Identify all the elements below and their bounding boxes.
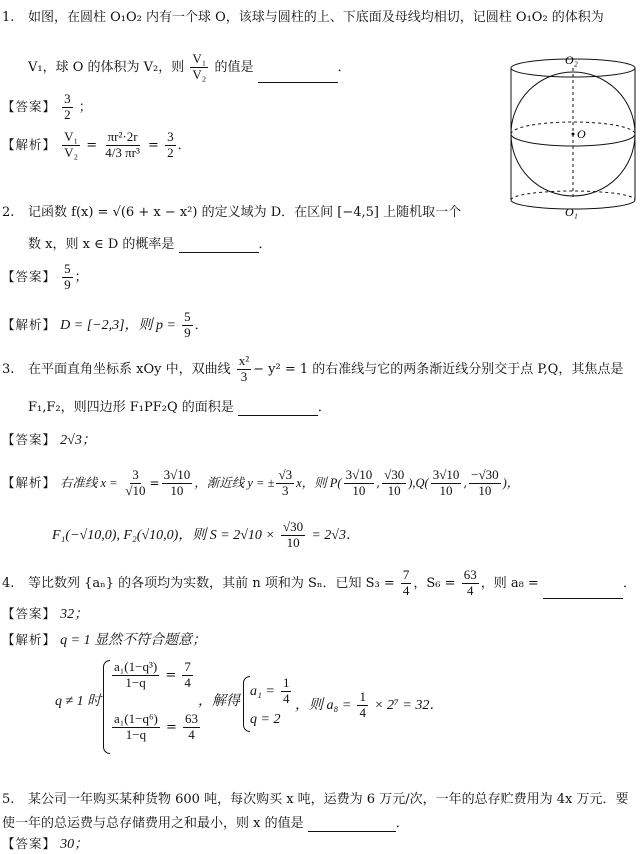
- q4-analysis-line1: 【解析】 q = 1 显然不符合题意；: [2, 632, 207, 648]
- q4-line1: 等比数列 {aₙ} 的各项均为实数，其前 n 项和为 Sₙ．已知 S₃ = $\frac{7}{4}$ ，S₆ = $\frac{63}{4}$ ，则 a₈ = ．: [28, 567, 636, 598]
- q4-equation-2: $\frac{\text{a₁(1−q⁶)}}{1-q}$ = $\frac{63}{4}$: [114, 711, 198, 742]
- figure-label-center: O: [577, 127, 586, 141]
- q2-number: 2.: [2, 205, 15, 220]
- q4-solution-q: q = 2: [250, 712, 281, 727]
- q5-line2: 使一年的总运费与总存储费用之和最小，则 x 的值是 ．: [2, 816, 409, 831]
- q3-number: 3.: [2, 362, 15, 377]
- q5-line1: 某公司一年购买某种货物 600 吨，每次购买 x 吨，运费为 6 万元/次，一年的总存贮费用为 4x 万元．要: [28, 792, 629, 807]
- q3-analysis-line2: F₁(−√10,0), F₂(√10,0)，则 S = 2√10 × $\frac{√30}{10}$ = 2√3．: [52, 519, 360, 550]
- q1-ratio-fraction: $\frac{\text{V₁}}{\text{V₂}}$: [192, 51, 207, 82]
- q2-answer-blank: [179, 240, 259, 253]
- q4-system-brace: [103, 660, 110, 754]
- cylinder-sphere-figure: [505, 50, 640, 220]
- q2-line2: 数 x，则 x ∈ D 的概率是 ．: [28, 237, 272, 252]
- answer-tag: 【答案】: [2, 98, 57, 114]
- q1-number: 1.: [2, 10, 15, 25]
- q4-solve-label: ，解得: [198, 694, 240, 709]
- q1-answer-blank: [258, 70, 338, 83]
- q5-number: 5.: [2, 792, 15, 807]
- q1-answer: 【答案】 $\frac{3}{2}$ ；: [2, 91, 92, 122]
- q4-equation-1: $\frac{\text{a₁(1−q³)}}{1-q}$ = $\frac{7}{4}$: [114, 659, 191, 690]
- figure-label-bottom: O₁: [565, 205, 578, 219]
- q3-line2: F₁,F₂，则四边形 F₁PF₂Q 的面积是 ．: [28, 400, 331, 415]
- q4-solution-brace: [243, 676, 250, 732]
- q4-answer-blank: [543, 586, 623, 599]
- q3-answer-blank: [238, 403, 318, 416]
- q2-analysis: 【解析】 D = [−2,3]，则 p = $\frac{5}{9}$ ．: [2, 309, 208, 340]
- q4-solution-a1: a₁ = $\frac{1}{4}$: [250, 675, 290, 706]
- q1-line1: 如图，在圆柱 O₁O₂ 内有一个球 O，该球与圆柱的上、下底面及母线均相切，记圆柱 O₁O₂ 的体积为: [28, 10, 604, 25]
- q1-line2: V₁，球 O 的体积为 V₂，则 $\frac{\text{V₁}}{\text{V₂}}$ 的值是 ．: [28, 51, 351, 82]
- q1-line2-text-a: V₁，球 O 的体积为 V₂，则: [28, 59, 185, 75]
- q2-line1: 记函数 f(x) = √(6 + x − x²) 的定义域为 D．在区间 [−4,5] 上随机取一个: [28, 205, 462, 220]
- q4-number: 4.: [2, 576, 15, 591]
- q4-final: ，则 a₈ = $\frac{1}{4}$ × 2⁷ = 32．: [295, 689, 444, 720]
- q2-answer: 【答案】 $\frac{5}{9}$ ；: [2, 261, 88, 292]
- q4-condition: q ≠ 1 时: [55, 694, 102, 709]
- q3-line1: 在平面直角坐标系 xOy 中，双曲线 $\frac{\text{x²}}{3}$ − y² = 1 的右准线与它的两条渐近线分别交于点 P,Q，其焦点是: [28, 353, 624, 384]
- q5-answer: 【答案】 30；: [2, 836, 89, 852]
- q1-analysis: 【解析】 $\frac{\text{V₁}}{\text{V₂}}$ = $\frac{\text{πr²·2r}}{\text{4/3 πr³}}$ = $\frac{3}{2}$ ．: [2, 129, 191, 160]
- q3-analysis-line1: 【解析】 右准线 x = $\frac{3}{√10}$ = $\frac{3√10}{10}$ ，渐近线 y = ± $\frac{√3}{3}$ x，则 P( $\frac{3√10}{10}$ , $\frac{√30}{10}$ ),Q( $\frac{3√10}{10}$ , $\frac{-√30}{10}$ )，: [2, 467, 520, 498]
- analysis-tag: 【解析】: [2, 136, 57, 152]
- figure-label-top: O₂: [565, 53, 578, 67]
- q3-answer: 【答案】 2√3；: [2, 432, 96, 448]
- q1-line2-text-b: 的值是: [214, 59, 254, 75]
- q5-answer-blank: [308, 819, 396, 832]
- q4-answer: 【答案】 32；: [2, 606, 89, 622]
